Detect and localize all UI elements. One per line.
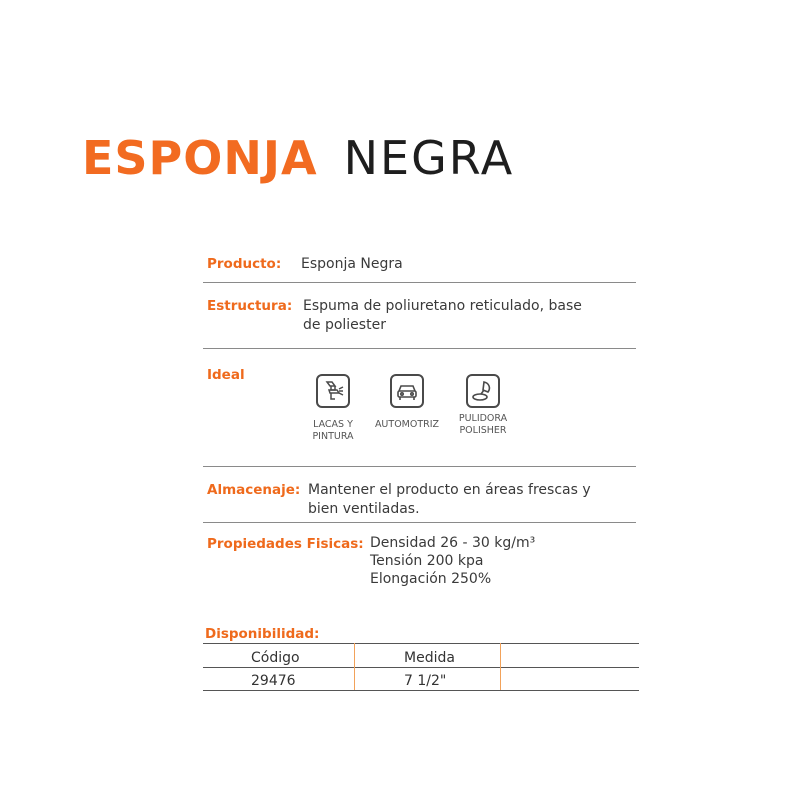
page-title [82, 128, 514, 188]
table-line-mid [203, 667, 639, 668]
disponibilidad-label: Disponibilidad: [205, 626, 320, 642]
polisher-icon [466, 374, 500, 408]
caption-lacas: LACAS Y PINTURA [312, 419, 354, 442]
almacenaje-label: Almacenaje: [207, 482, 301, 498]
estructura-label: Estructura: [207, 298, 293, 314]
title-light: NEGRA [343, 131, 515, 185]
table-col-divider [500, 643, 501, 690]
divider [203, 522, 636, 523]
estructura-line-2: de poliester [303, 317, 386, 333]
car-icon [390, 374, 424, 408]
divider [203, 466, 636, 467]
caption-pulidora: PULIDORA POLISHER [458, 413, 508, 436]
producto-value: Esponja Negra [301, 256, 403, 272]
table-line-bottom [203, 690, 639, 691]
header-medida: Medida [404, 650, 455, 666]
spray-gun-icon [316, 374, 350, 408]
elongacion-text: Elongación 250% [370, 571, 492, 587]
table-col-divider [354, 643, 355, 690]
producto-label: Producto: [207, 256, 282, 272]
estructura-line-1: Espuma de poliuretano reticulado, base [303, 298, 582, 314]
almacenaje-line-2: bien ventiladas. [308, 501, 420, 517]
propiedades-label: Propiedades Fisicas: [207, 536, 364, 552]
densidad-text: Densidad 26 - 30 kg/m³ [370, 535, 536, 551]
title-bold: ESPONJA [82, 131, 318, 185]
divider [203, 348, 636, 349]
ideal-label: Ideal [207, 367, 245, 383]
cell-medida: 7 1/2" [404, 673, 447, 689]
table-line-top [203, 643, 639, 644]
almacenaje-line-1: Mantener el producto en áreas frescas y [308, 482, 591, 498]
header-codigo: Código [251, 650, 300, 666]
tension-text: Tensión 200 kpa [370, 553, 484, 569]
divider [203, 282, 636, 283]
cell-codigo: 29476 [251, 673, 296, 689]
caption-automotriz: AUTOMOTRIZ [374, 419, 440, 430]
